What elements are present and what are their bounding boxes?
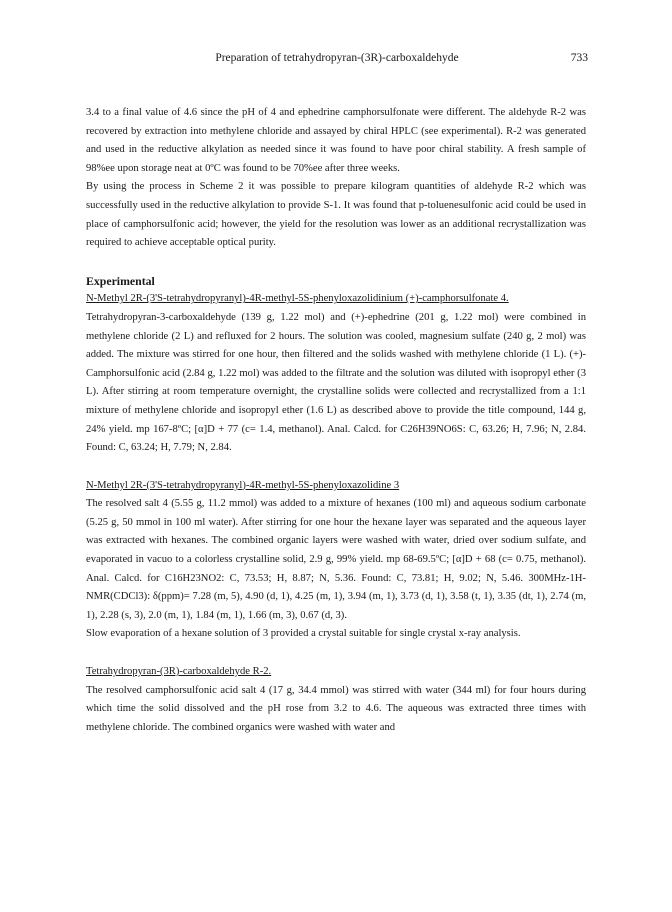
- compound-subheading: Tetrahydropyran-(3R)-carboxaldehyde R-2.: [86, 666, 272, 678]
- section-heading-experimental: Experimental: [86, 273, 155, 288]
- body-paragraph: By using the process in Scheme 2 it was possible to prepare kilogram quantities of aldehyde R-2 which was successfully used in the reductive alkylation to provide S-1. It was found that p-toluenesulfonic acid could be used in place of camphorsulfonic acid; however, the yield for the resolution was lower as an additional recrystallization was required to achieve acceptable optical purity.: [86, 181, 586, 249]
- body-paragraph: 3.4 to a final value of 4.6 since the pH of 4 and ephedrine camphorsulfonate were different. The aldehyde R-2 was recovered by extraction into methylene chloride and assayed by chiral HPLC (see experimental). R-2 was generated and used in the reductive alkylation as needed since it was found to have poor chiral stability. A fresh sample of 98%ee upon storage neat at 0ºC was found to be 70%ee after three weeks.: [86, 107, 586, 174]
- spacer: [86, 644, 586, 663]
- spacer: [86, 458, 586, 477]
- procedure-note: Slow evaporation of a hexane solution of 3 provided a crystal suitable for single crystal x-ray analysis.: [86, 628, 521, 640]
- page-body: [86, 104, 586, 737]
- running-title: Preparation of tetrahydropyran-(3R)-carboxaldehyde: [215, 52, 459, 64]
- procedure-paragraph: Tetrahydropyran-3-carboxaldehyde (139 g, 1.22 mol) and (+)-ephedrine (201 g, 1.22 mol) were combined in methylene chloride (2 L) and refluxed for 2 hours. The solution was cooled, magnesium sulfate (240 g, 2 mol) was added. The mixture was stirred for one hour, then filtered and the solids washed with methylene chloride (1 L). (+)-Camphorsulfonic acid (2.84 g, 1.22 mol) was added to the filtrate and the solution was diluted with isopropyl ether (3 L). After stirring at room temperature overnight, the crystalline solids were collected and recrystallized from a 1:1 mixture of methylene chloride and isopropyl ether (1.6 L) as described above to provide the title compound, 144 g, 24% yield. mp 167-8ºC; [α]D + 77 (c= 1.4, methanol). Anal. Calcd. for C26H39NO6S: C, 63.26; H, 7.96; N, 2.84. Found: C, 63.24; H, 7.79; N, 2.84.: [86, 311, 586, 454]
- page-header: [86, 52, 588, 70]
- page-number: 733: [570, 52, 588, 64]
- procedure-paragraph: The resolved camphorsulfonic acid salt 4 (17 g, 34.4 mmol) was stirred with water (344 ml) for four hours during which time the solid dissolved and the pH rose from 3.2 to 4.6. The aqueous was extracted three times with methylene chloride. The combined organics were washed with water and: [86, 684, 586, 733]
- procedure-paragraph: The resolved salt 4 (5.55 g, 11.2 mmol) was added to a mixture of hexanes (100 ml) and aqueous sodium carbonate (5.25 g, 50 mmol in 100 ml water). After stirring for one hour the hexane layer was separated and the aqueous layer was extracted with hexanes. The combined organic layers were washed with water, dried over sodium sulfate, and evaporated in vacuo to a colorless crystalline solid, 2.9 g, 99% yield. mp 68-69.5ºC; [α]D + 68 (c= 0.75, methanol). Anal. Calcd. for C16H23NO2: C, 73.53; H, 8.87; N, 5.36. Found: C, 73.81; H, 9.02; N, 5.46. 300MHz-1H-NMR(CDCl3): δ(ppm)= 7.28 (m, 5), 4.90 (d, 1), 4.25 (m, 1), 3.94 (m, 1), 3.73 (d, 1), 3.58 (t, 1), 3.35 (dt, 1), 2.74 (m, 1), 2.28 (s, 3), 2.0 (m, 1), 1.84 (m, 1), 1.66 (m, 3), 0.67 (d, 3).: [86, 498, 586, 621]
- compound-subheading: N-Methyl 2R-(3'S-tetrahydropyranyl)-4R-methyl-5S-phenyloxazolidinium (+)-camphorsulfonate 4.: [86, 293, 509, 305]
- compound-subheading: N-Methyl 2R-(3'S-tetrahydropyranyl)-4R-methyl-5S-phenyloxazolidine 3: [86, 479, 400, 491]
